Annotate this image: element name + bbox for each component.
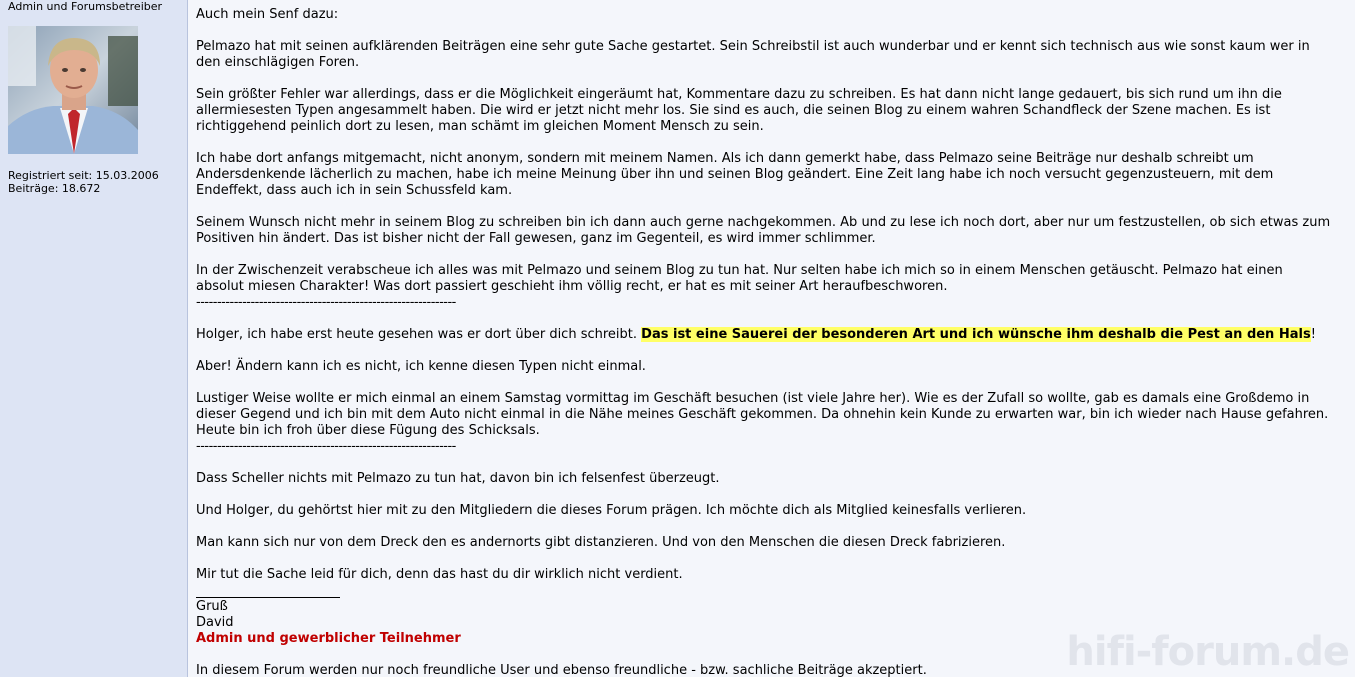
highlighted-text: Das ist eine Sauerei der besonderen Art und ich wünsche ihm deshalb die Pest an den Hals [641, 327, 1311, 342]
paragraph-5: In der Zwischenzeit verabscheue ich alles was mit Pelmazo und seinem Blog zu tun hat. Nur selten habe ich mich so in einem Menschen getäuscht. Pelmazo hat einen absolut miesen Charakter! Was dort passiert geschieht ihm völlig recht, er hat es mit seiner Art heraufbeschworen. -------------------------------------------------------------- [196, 263, 1346, 311]
separator-line: -------------------------------------------------------------- [196, 295, 456, 310]
signature-greeting: Gruß [196, 599, 228, 614]
paragraph-9: Dass Scheller nichts mit Pelmazo zu tun hat, davon bin ich felsenfest überzeugt. [196, 471, 720, 486]
paragraph-2: Sein größter Fehler war allerdings, dass er die Möglichkeit eingeräumt hat, Kommentare dazu zu schreiben. Es hat dann nicht lange gedauert, bis sich rund um ihn die allermiesesten Typen angesammelt haben. Die wird er jetzt nicht mehr los. Sie sind es auch, die seinen Blog zu einem wahren Schandfleck der Szene machen. Es ist richtiggehend peinlich dort zu lesen, man schämt im gleichen Moment Mensch zu sein. [196, 87, 1282, 134]
paragraph-7: Aber! Ändern kann ich es nicht, ich kenne diesen Typen nicht einmal. [196, 359, 646, 374]
paragraph-1: Pelmazo hat mit seinen aufklärenden Beiträgen eine sehr gute Sache gestartet. Sein Schreibstil ist auch wunderbar und er kennt sich technisch aus wie sonst kaum wer in den einschlägigen Foren. [196, 39, 1310, 70]
watermark-logo: hifi-forum.de [1066, 629, 1349, 675]
avatar-photo [8, 26, 138, 154]
paragraph-8: Lustiger Weise wollte er mich einmal an einem Samstag vormittag im Geschäft besuchen (ist viele Jahre her). Wie es der Zufall so wollte, gab es damals eine Großdemo in dieser Gegend und ich bin mit dem Auto nicht einmal in die Nähe meines Geschäft gekommen. Da ohnehin kein Kunde zu erwarten war, bin ich wieder nach Hause gefahren. Heute bin ich froh über diese Fügung des Schicksals. -------------------------------------------------------------- [196, 391, 1346, 455]
paragraph-3: Ich habe dort anfangs mitgemacht, nicht anonym, sondern mit meinem Namen. Als ich dann gemerkt habe, dass Pelmazo seine Beiträge nur deshalb schreibt um Andersdenkende lächerlich zu machen, habe ich meine Meinung über ihn und seinen Blog geändert. Eine Zeit lang habe ich noch versucht gegenzusteuern, mit dem Endeffekt, dass auch ich in sein Schussfeld kam. [196, 151, 1274, 198]
signature-note: In diesem Forum werden nur noch freundliche User und ebenso freundliche - bzw. sachliche Beiträge akzeptiert. [196, 663, 927, 677]
post-content [189, 0, 1355, 677]
avatar[interactable] [8, 26, 138, 154]
post-intro: Auch mein Senf dazu: [196, 7, 339, 22]
paragraph-11: Man kann sich nur von dem Dreck den es andernorts gibt distanzieren. Und von den Menschen die diesen Dreck fabrizieren. [196, 535, 1006, 550]
user-sidebar [0, 0, 188, 677]
post-count: Beiträge: 18.672 [8, 182, 101, 195]
registered-date: Registriert seit: 15.03.2006 [8, 169, 159, 182]
paragraph-holger: Holger, ich habe erst heute gesehen was er dort über dich schreibt. Das ist eine Sauerei der besonderen Art und ich wünsche ihm deshalb die Pest an den Hals! [196, 327, 1316, 342]
signature-name: David [196, 615, 234, 630]
post-body [196, 7, 1346, 677]
separator-line: -------------------------------------------------------------- [196, 439, 456, 454]
paragraph-4: Seinem Wunsch nicht mehr in seinem Blog zu schreiben bin ich dann auch gerne nachgekommen. Ab und zu lese ich noch dort, aber nur um festzustellen, ob sich etwas zum Positiven hin ändert. Das ist bisher nicht der Fall gewesen, ganz im Gegenteil, es wird immer schlimmer. [196, 215, 1331, 246]
paragraph-12: Mir tut die Sache leid für dich, denn das hast du dir wirklich nicht verdient. [196, 567, 683, 582]
signature-divider [196, 583, 340, 598]
paragraph-10: Und Holger, du gehörtst hier mit zu den Mitgliedern die dieses Forum prägen. Ich möchte dich als Mitglied keinesfalls verlieren. [196, 503, 1027, 518]
user-role: Admin und Forumsbetreiber [8, 0, 163, 13]
signature-role: Admin und gewerblicher Teilnehmer [196, 631, 461, 646]
